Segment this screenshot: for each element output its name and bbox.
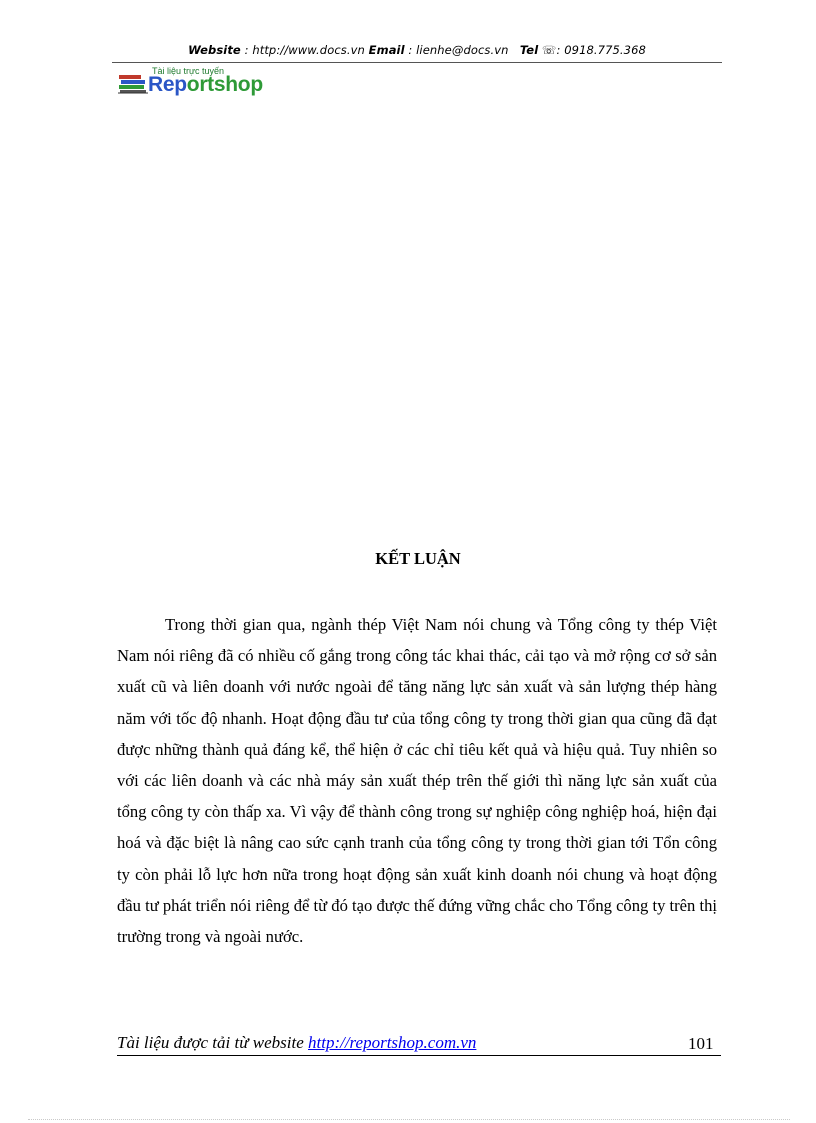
telephone-icon: ☏ [542, 43, 557, 57]
tel-value: : 0918.775.368 [556, 43, 646, 57]
email-value[interactable]: : lienhe@docs.vn [408, 43, 509, 57]
email-label: Email [368, 43, 405, 57]
report-books-icon [118, 70, 148, 94]
logo-wordmark [148, 73, 263, 97]
conclusion-paragraph: Trong thời gian qua, ngành thép Việt Nam nói chung và Tổng công ty thép Việt Nam nói riêng đã có nhiều cố gắng trong công tác khai thác, cải tạo và mở rộng cơ sở sản xuất cũ và liên doanh với nước ngoài để tăng năng lực sản xuất và sản lượng thép hàng năm với tốc độ nhanh. Hoạt động đầu tư của tổng công ty trong thời gian qua cũng đã đạt được những thành quả đáng kể, thể hiện ở các chỉ tiêu kết quả và hiệu quả. Tuy nhiên so với các liên doanh và các nhà máy sản xuất thép trên thế giới thì năng lực sản xuất của tổng công ty còn thấp xa. Vì vậy để thành công trong sự nghiệp công nghiệp hoá, hiện đại hoá và đặc biệt là nâng cao sức cạnh tranh của tổng công ty trong thời gian tới Tổn công ty còn phải lỗ lực hơn nữa trong hoạt động sản xuất kinh doanh nói chung và hoạt động đầu tư phát triển nói riêng để từ đó tạo được thế đứng vững chắc cho Tổng công ty trên thị trường trong và ngoài nước. [117, 615, 717, 947]
page-footer [117, 1033, 719, 1053]
logo-word-part2: rtshop [199, 73, 263, 96]
footer-divider [117, 1055, 721, 1056]
logo-word-part1: Rep [148, 73, 187, 96]
page-bottom-border [28, 1119, 790, 1120]
website-label: Website [188, 43, 241, 57]
header-divider [112, 62, 722, 63]
document-title: KẾT LUẬN [375, 549, 461, 568]
reportshop-logo[interactable] [118, 64, 278, 96]
page-header-contact [112, 43, 722, 57]
footer-text: Tài liệu được tải từ website [117, 1033, 304, 1052]
website-value[interactable]: : http://www.docs.vn [244, 43, 365, 57]
page-number: 101 [688, 1034, 714, 1053]
tel-label: Tel [519, 43, 539, 57]
logo-tagline: Tài liệu trực tuyến [152, 66, 225, 76]
logo-globe-o: o [186, 73, 200, 96]
footer-link[interactable]: http://reportshop.com.vn [308, 1033, 477, 1052]
